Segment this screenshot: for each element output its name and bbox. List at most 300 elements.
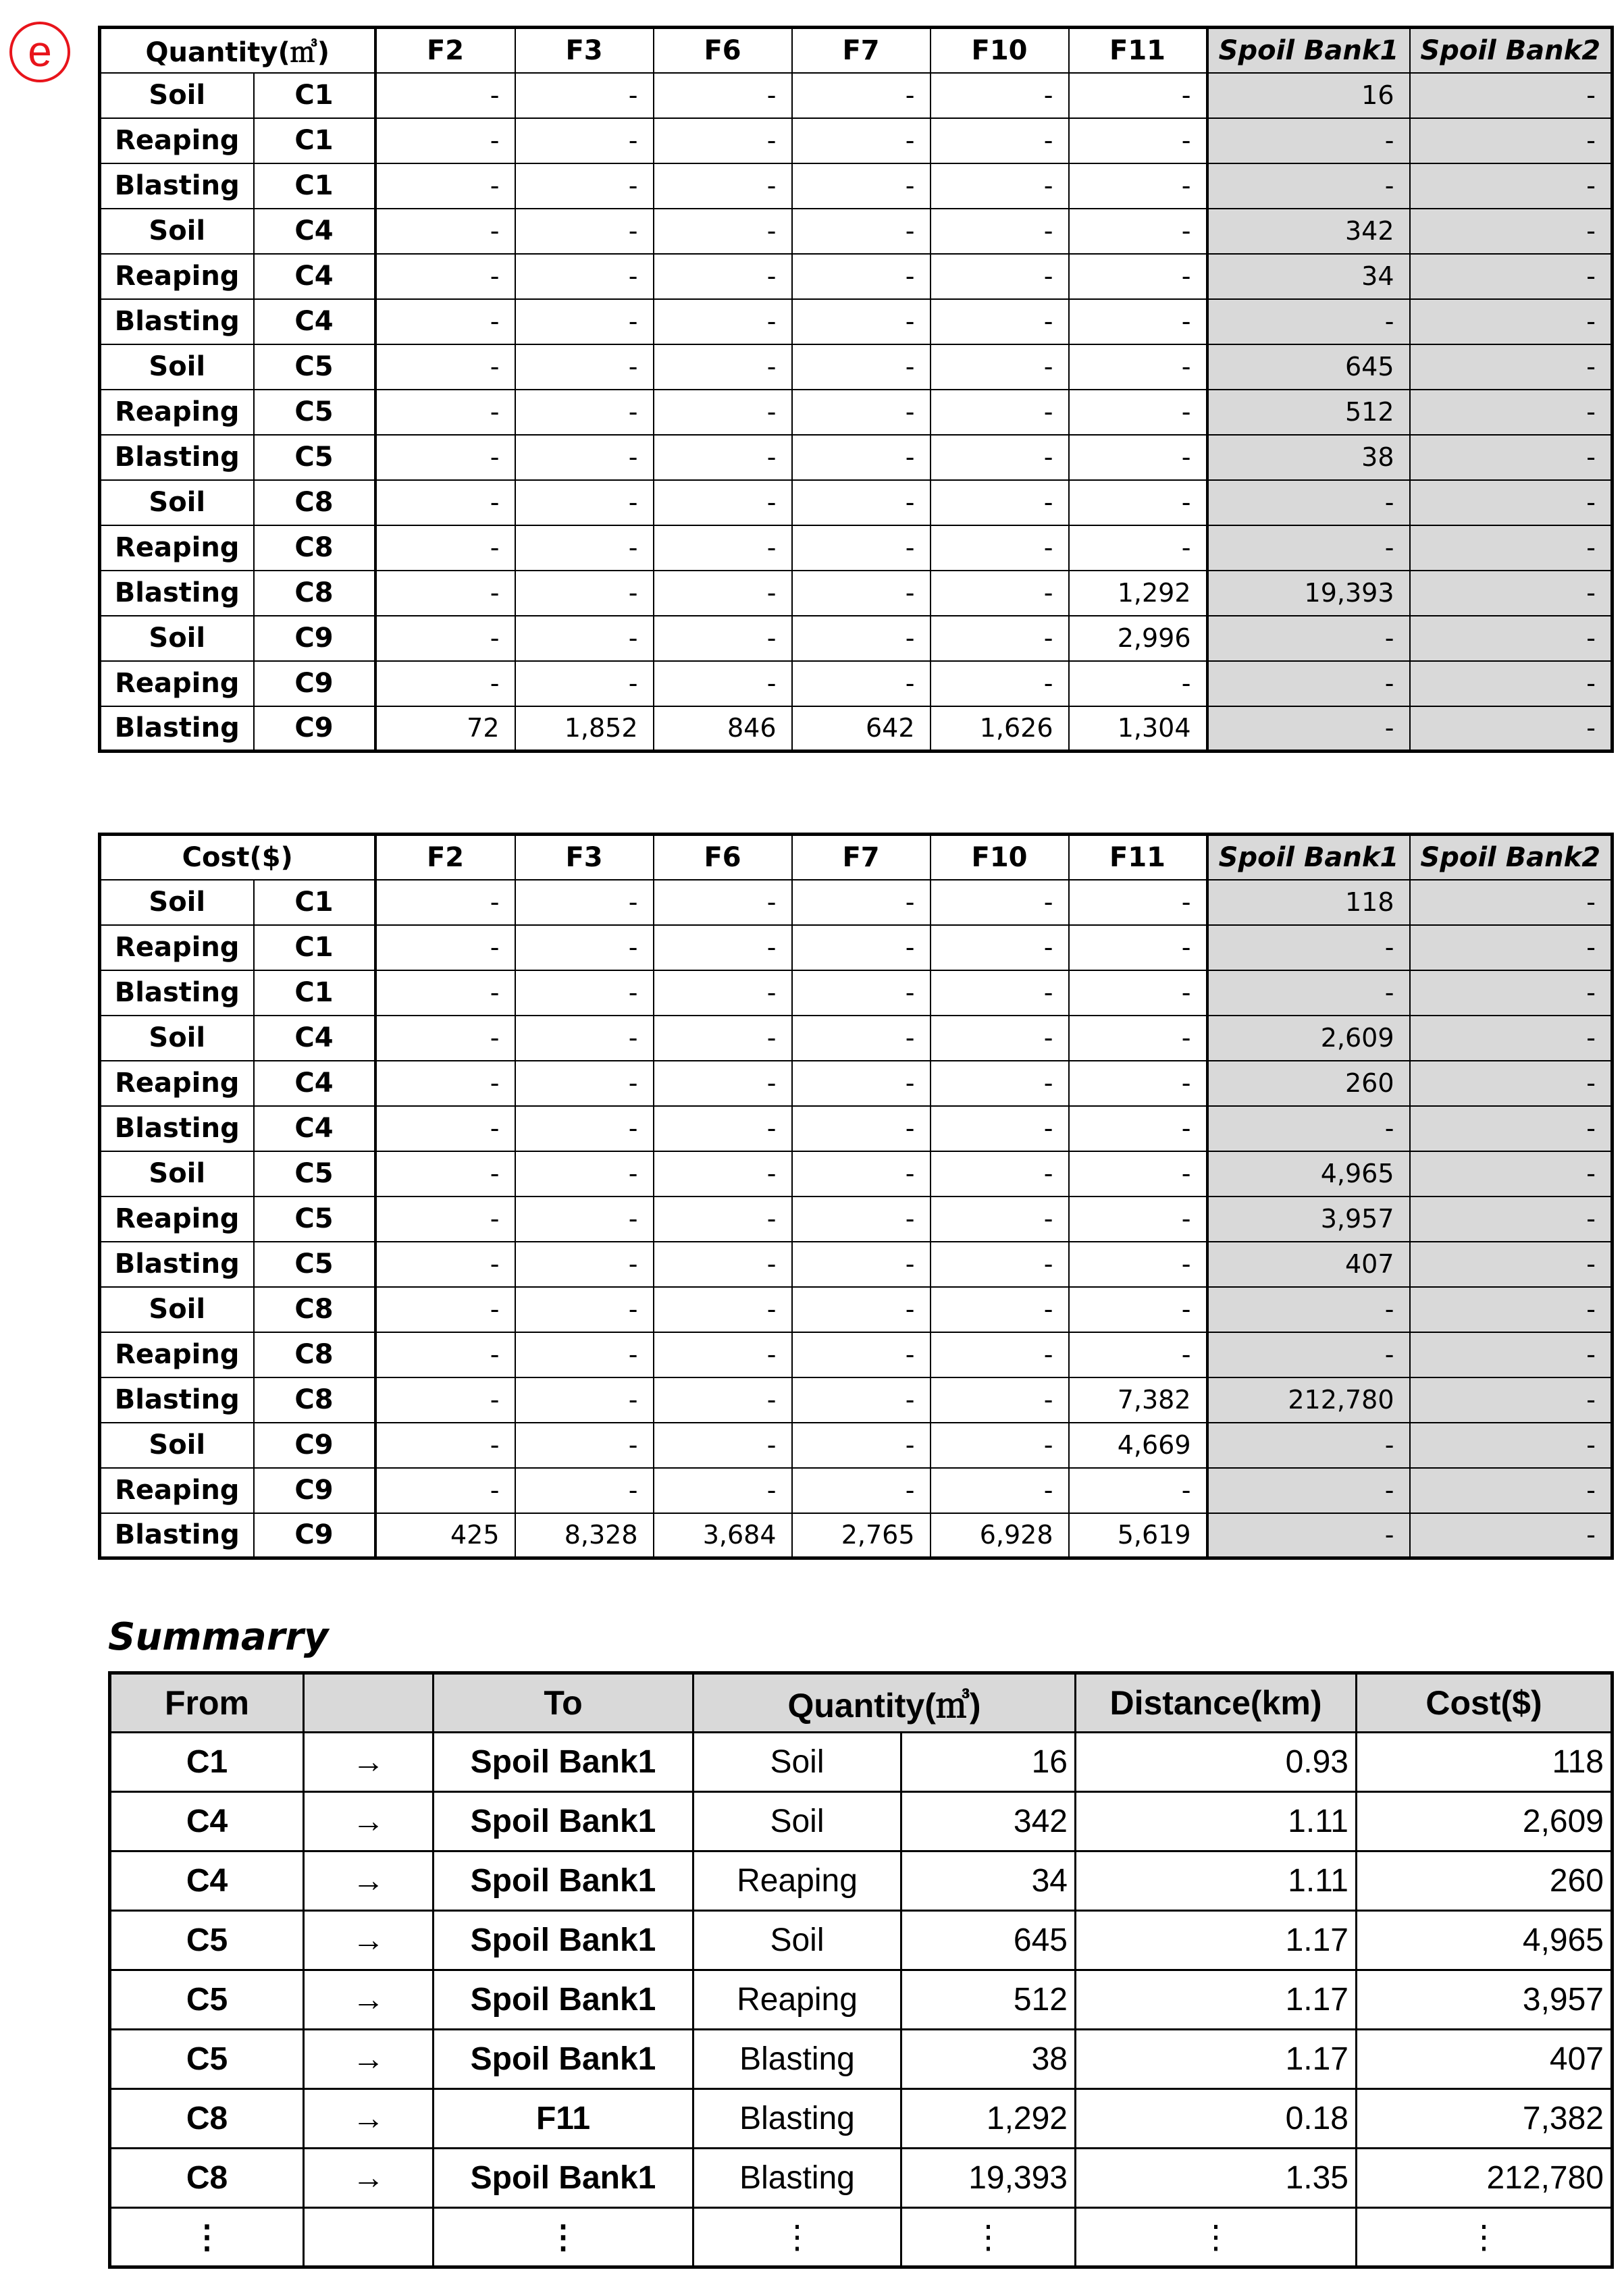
value-cell: 4,965 (1207, 1151, 1410, 1197)
panel-label-badge: e (9, 22, 70, 82)
cut-label: C1 (254, 880, 375, 925)
material-label: Reaping (100, 1197, 254, 1242)
table-row (100, 118, 1613, 163)
value-cell: - (654, 1197, 792, 1242)
material-label: Blasting (100, 435, 254, 480)
material-label: Reaping (100, 1332, 254, 1377)
value-cell: - (792, 925, 931, 970)
value-cell: - (1069, 1016, 1207, 1061)
value-cell: - (931, 118, 1069, 163)
value-cell: - (1207, 480, 1410, 525)
table-row (100, 435, 1613, 480)
value-cell: - (515, 616, 654, 661)
material-label: Blasting (100, 970, 254, 1016)
value-cell: - (375, 344, 515, 390)
value-cell: - (375, 118, 515, 163)
cut-label: C1 (254, 73, 375, 118)
material-label: Reaping (100, 525, 254, 571)
value-cell: - (654, 970, 792, 1016)
column-header: Spoil Bank2 (1410, 835, 1613, 880)
value-cell: 512 (1207, 390, 1410, 435)
quantity-cell: 342 (901, 1792, 1076, 1851)
value-cell: - (931, 970, 1069, 1016)
value-cell: - (931, 1423, 1069, 1468)
table-row (100, 1377, 1613, 1423)
value-cell: - (1410, 209, 1613, 254)
material-label: Blasting (100, 706, 254, 752)
quantity-table (98, 26, 1614, 753)
value-cell: - (1069, 661, 1207, 706)
value-cell: - (1069, 1468, 1207, 1513)
column-header: F10 (931, 28, 1069, 73)
to-cell: Spoil Bank1 (434, 1970, 693, 2030)
table-row (110, 2030, 1613, 2089)
material-label: Soil (100, 880, 254, 925)
value-cell: - (1069, 970, 1207, 1016)
table-row (110, 1911, 1613, 1970)
table-row (100, 616, 1613, 661)
value-cell: - (654, 1242, 792, 1287)
cut-label: C5 (254, 1242, 375, 1287)
table-row (100, 480, 1613, 525)
value-cell: 118 (1207, 880, 1410, 925)
value-cell: - (515, 661, 654, 706)
material-label: Reaping (100, 925, 254, 970)
value-cell: - (1410, 118, 1613, 163)
from-cell: C4 (110, 1792, 304, 1851)
value-cell: - (654, 1468, 792, 1513)
value-cell: - (1069, 480, 1207, 525)
value-cell: 260 (1207, 1061, 1410, 1106)
value-cell: - (1410, 661, 1613, 706)
table-row (100, 1242, 1613, 1287)
value-cell: - (1069, 880, 1207, 925)
cost-cell: 118 (1357, 1733, 1613, 1792)
value-cell: - (1069, 1332, 1207, 1377)
header-row (100, 28, 1613, 73)
cost-cell: 407 (1357, 2030, 1613, 2089)
value-cell: - (515, 118, 654, 163)
material-label: Reaping (100, 118, 254, 163)
value-cell: 1,304 (1069, 706, 1207, 752)
value-cell: - (931, 1468, 1069, 1513)
material-label: Reaping (100, 1468, 254, 1513)
table-row (100, 706, 1613, 752)
cut-label: C1 (254, 118, 375, 163)
value-cell: - (792, 1287, 931, 1332)
cut-label: C4 (254, 1061, 375, 1106)
material-label: Soil (100, 1423, 254, 1468)
value-cell: - (1069, 73, 1207, 118)
value-cell: 3,957 (1207, 1197, 1410, 1242)
value-cell: - (515, 970, 654, 1016)
value-cell: - (654, 163, 792, 209)
value-cell: - (792, 970, 931, 1016)
from-cell: C8 (110, 2149, 304, 2208)
value-cell: 4,669 (1069, 1423, 1207, 1468)
column-header: F6 (654, 28, 792, 73)
value-cell: - (1069, 254, 1207, 299)
value-cell: - (931, 480, 1069, 525)
value-cell: - (654, 1061, 792, 1106)
cut-label: C5 (254, 390, 375, 435)
value-cell: - (1069, 118, 1207, 163)
value-cell: - (654, 925, 792, 970)
arrow-cell: → (304, 2149, 434, 2208)
arrow-cell (304, 2208, 434, 2267)
cut-label: C5 (254, 1151, 375, 1197)
value-cell: - (792, 390, 931, 435)
table-row (100, 661, 1613, 706)
material-label: Reaping (100, 390, 254, 435)
cost-cell: 4,965 (1357, 1911, 1613, 1970)
cut-label: C9 (254, 661, 375, 706)
value-cell: - (654, 344, 792, 390)
value-cell: - (931, 616, 1069, 661)
quantity-cell: ⋮ (901, 2208, 1076, 2267)
value-cell: - (375, 73, 515, 118)
table-row (100, 254, 1613, 299)
value-cell: - (1410, 1287, 1613, 1332)
cut-label: C9 (254, 706, 375, 752)
to-cell: Spoil Bank1 (434, 1733, 693, 1792)
value-cell: - (792, 1242, 931, 1287)
value-cell: 342 (1207, 209, 1410, 254)
value-cell: 645 (1207, 344, 1410, 390)
material-cell: Soil (693, 1911, 901, 1970)
value-cell: - (792, 1332, 931, 1377)
value-cell: - (515, 1377, 654, 1423)
cost-cell: ⋮ (1357, 2208, 1613, 2267)
value-cell: - (654, 73, 792, 118)
value-cell: - (792, 73, 931, 118)
value-cell: - (792, 209, 931, 254)
table-row (100, 1061, 1613, 1106)
material-label: Blasting (100, 1513, 254, 1558)
value-cell: - (515, 480, 654, 525)
column-header: F2 (375, 28, 515, 73)
value-cell: - (1410, 390, 1613, 435)
table-row (100, 299, 1613, 344)
value-cell: 5,619 (1069, 1513, 1207, 1558)
value-cell: - (515, 1332, 654, 1377)
value-cell: - (1069, 1287, 1207, 1332)
quantity-cell: 1,292 (901, 2089, 1076, 2149)
distance-cell: 1.11 (1076, 1851, 1357, 1911)
table-row (110, 1851, 1613, 1911)
value-cell: - (515, 209, 654, 254)
column-header: F11 (1069, 835, 1207, 880)
table-row (100, 525, 1613, 571)
table-row (100, 970, 1613, 1016)
value-cell: 2,996 (1069, 616, 1207, 661)
value-cell: - (1069, 1242, 1207, 1287)
value-cell: - (1410, 73, 1613, 118)
value-cell: - (931, 1377, 1069, 1423)
material-label: Blasting (100, 571, 254, 616)
value-cell: - (515, 1197, 654, 1242)
value-cell: - (654, 1377, 792, 1423)
table-row (100, 1423, 1613, 1468)
header-row (100, 835, 1613, 880)
value-cell: - (1207, 299, 1410, 344)
value-cell: - (1410, 525, 1613, 571)
distance-cell: 1.17 (1076, 2030, 1357, 2089)
value-cell: - (654, 661, 792, 706)
value-cell: - (1410, 480, 1613, 525)
quantity-cell: 16 (901, 1733, 1076, 1792)
value-cell: - (1410, 970, 1613, 1016)
value-cell: - (1069, 1106, 1207, 1151)
value-cell: - (515, 1287, 654, 1332)
value-cell: - (654, 525, 792, 571)
value-cell: - (931, 435, 1069, 480)
value-cell: - (1207, 1332, 1410, 1377)
value-cell: 8,328 (515, 1513, 654, 1558)
value-cell: - (375, 299, 515, 344)
value-cell: - (515, 1061, 654, 1106)
value-cell: - (931, 1242, 1069, 1287)
cut-label: C4 (254, 1016, 375, 1061)
value-cell: - (654, 1287, 792, 1332)
value-cell: - (931, 344, 1069, 390)
value-cell: - (375, 1106, 515, 1151)
value-cell: - (654, 390, 792, 435)
value-cell: - (375, 209, 515, 254)
value-cell: - (792, 525, 931, 571)
value-cell: - (375, 1377, 515, 1423)
table-row (110, 2089, 1613, 2149)
value-cell: - (375, 390, 515, 435)
value-cell: - (1207, 1423, 1410, 1468)
value-cell: - (1207, 1513, 1410, 1558)
value-cell: - (792, 1061, 931, 1106)
value-cell: - (1207, 925, 1410, 970)
value-cell: - (654, 1016, 792, 1061)
value-cell: 2,765 (792, 1513, 931, 1558)
value-cell: - (1069, 163, 1207, 209)
column-header: Cost($) (1357, 1673, 1613, 1733)
summary-table (108, 1671, 1614, 2269)
to-cell: ⋮ (434, 2208, 693, 2267)
value-cell: 1,626 (931, 706, 1069, 752)
value-cell: - (1207, 163, 1410, 209)
value-cell: - (1069, 435, 1207, 480)
material-label: Reaping (100, 661, 254, 706)
value-cell: - (931, 1287, 1069, 1332)
value-cell: - (1410, 1242, 1613, 1287)
value-cell: - (515, 1423, 654, 1468)
arrow-cell: → (304, 2089, 434, 2149)
table-row (100, 1287, 1613, 1332)
value-cell: - (515, 880, 654, 925)
to-cell: Spoil Bank1 (434, 1792, 693, 1851)
value-cell: - (1207, 525, 1410, 571)
table-row (100, 163, 1613, 209)
from-cell: C5 (110, 1911, 304, 1970)
value-cell: - (792, 616, 931, 661)
from-cell: C8 (110, 2089, 304, 2149)
column-header (304, 1673, 434, 1733)
value-cell: 846 (654, 706, 792, 752)
value-cell: 1,852 (515, 706, 654, 752)
from-cell: ⋮ (110, 2208, 304, 2267)
value-cell: - (1069, 525, 1207, 571)
cut-label: C9 (254, 616, 375, 661)
value-cell: - (515, 254, 654, 299)
value-cell: - (375, 571, 515, 616)
arrow-cell: → (304, 1733, 434, 1792)
material-label: Blasting (100, 163, 254, 209)
material-cell: Blasting (693, 2089, 901, 2149)
to-cell: Spoil Bank1 (434, 1911, 693, 1970)
value-cell: - (1410, 1061, 1613, 1106)
value-cell: - (375, 1287, 515, 1332)
value-cell: - (1207, 118, 1410, 163)
quantity-cell: 34 (901, 1851, 1076, 1911)
value-cell: - (1207, 661, 1410, 706)
value-cell: - (654, 254, 792, 299)
column-header: Spoil Bank1 (1207, 28, 1410, 73)
column-header: Cost($) (100, 835, 375, 880)
summary-title: Summarry (108, 1615, 329, 1659)
value-cell: - (1410, 1468, 1613, 1513)
table-row (100, 73, 1613, 118)
table-row (110, 1970, 1613, 2030)
cut-label: C9 (254, 1513, 375, 1558)
value-cell: - (1207, 970, 1410, 1016)
value-cell: - (1410, 571, 1613, 616)
material-label: Soil (100, 1151, 254, 1197)
column-header: F2 (375, 835, 515, 880)
value-cell: - (654, 299, 792, 344)
value-cell: - (1410, 1197, 1613, 1242)
column-header: From (110, 1673, 304, 1733)
value-cell: - (931, 1106, 1069, 1151)
material-label: Soil (100, 480, 254, 525)
distance-cell: 1.11 (1076, 1792, 1357, 1851)
value-cell: - (1410, 706, 1613, 752)
value-cell: 38 (1207, 435, 1410, 480)
value-cell: - (792, 344, 931, 390)
value-cell: - (1069, 299, 1207, 344)
value-cell: - (515, 390, 654, 435)
value-cell: - (375, 1332, 515, 1377)
material-label: Soil (100, 1016, 254, 1061)
cut-label: C9 (254, 1468, 375, 1513)
value-cell: - (1069, 1061, 1207, 1106)
arrow-cell: → (304, 1911, 434, 1970)
value-cell: - (654, 1423, 792, 1468)
value-cell: - (515, 299, 654, 344)
value-cell: - (375, 925, 515, 970)
cut-label: C8 (254, 480, 375, 525)
value-cell: - (1410, 254, 1613, 299)
value-cell: - (1410, 880, 1613, 925)
value-cell: - (375, 254, 515, 299)
from-cell: C4 (110, 1851, 304, 1911)
value-cell: - (375, 616, 515, 661)
cut-label: C1 (254, 970, 375, 1016)
material-cell: Reaping (693, 1970, 901, 2030)
value-cell: - (1069, 390, 1207, 435)
value-cell: - (792, 254, 931, 299)
quantity-cell: 512 (901, 1970, 1076, 2030)
value-cell: - (792, 1423, 931, 1468)
value-cell: - (515, 163, 654, 209)
value-cell: - (792, 299, 931, 344)
value-cell: - (515, 344, 654, 390)
table-row (100, 1468, 1613, 1513)
column-header: F6 (654, 835, 792, 880)
value-cell: - (654, 435, 792, 480)
value-cell: - (375, 1061, 515, 1106)
value-cell: - (375, 661, 515, 706)
arrow-cell: → (304, 1851, 434, 1911)
value-cell: - (1410, 1151, 1613, 1197)
value-cell: - (515, 1468, 654, 1513)
material-label: Blasting (100, 299, 254, 344)
material-cell: Reaping (693, 1851, 901, 1911)
value-cell: - (792, 118, 931, 163)
value-cell: - (654, 1332, 792, 1377)
value-cell: - (931, 390, 1069, 435)
value-cell: - (515, 571, 654, 616)
value-cell: - (515, 525, 654, 571)
column-header: Spoil Bank1 (1207, 835, 1410, 880)
cut-label: C5 (254, 344, 375, 390)
value-cell: - (931, 925, 1069, 970)
cost-cell: 260 (1357, 1851, 1613, 1911)
value-cell: - (375, 1016, 515, 1061)
table-row (100, 390, 1613, 435)
material-label: Blasting (100, 1242, 254, 1287)
material-label: Soil (100, 209, 254, 254)
value-cell: - (931, 525, 1069, 571)
value-cell: - (1069, 1197, 1207, 1242)
from-cell: C5 (110, 2030, 304, 2089)
value-cell: - (1207, 1468, 1410, 1513)
arrow-cell: → (304, 2030, 434, 2089)
value-cell: - (515, 1151, 654, 1197)
value-cell: 407 (1207, 1242, 1410, 1287)
table-row (100, 880, 1613, 925)
value-cell: 3,684 (654, 1513, 792, 1558)
table-row (110, 2149, 1613, 2208)
material-label: Reaping (100, 1061, 254, 1106)
value-cell: - (792, 1016, 931, 1061)
column-header: Quantity(㎥) (100, 28, 375, 73)
material-label: Soil (100, 616, 254, 661)
table-row (110, 2208, 1613, 2267)
cut-label: C1 (254, 163, 375, 209)
value-cell: - (931, 571, 1069, 616)
value-cell: - (1410, 299, 1613, 344)
table-row (100, 571, 1613, 616)
value-cell: - (792, 661, 931, 706)
cost-cell: 2,609 (1357, 1792, 1613, 1851)
value-cell: - (1410, 163, 1613, 209)
arrow-cell: → (304, 1792, 434, 1851)
value-cell: - (515, 1242, 654, 1287)
value-cell: - (792, 435, 931, 480)
material-label: Soil (100, 73, 254, 118)
cost-cell: 7,382 (1357, 2089, 1613, 2149)
value-cell: - (931, 661, 1069, 706)
material-label: Blasting (100, 1106, 254, 1151)
material-cell: Blasting (693, 2149, 901, 2208)
column-header: F11 (1069, 28, 1207, 73)
